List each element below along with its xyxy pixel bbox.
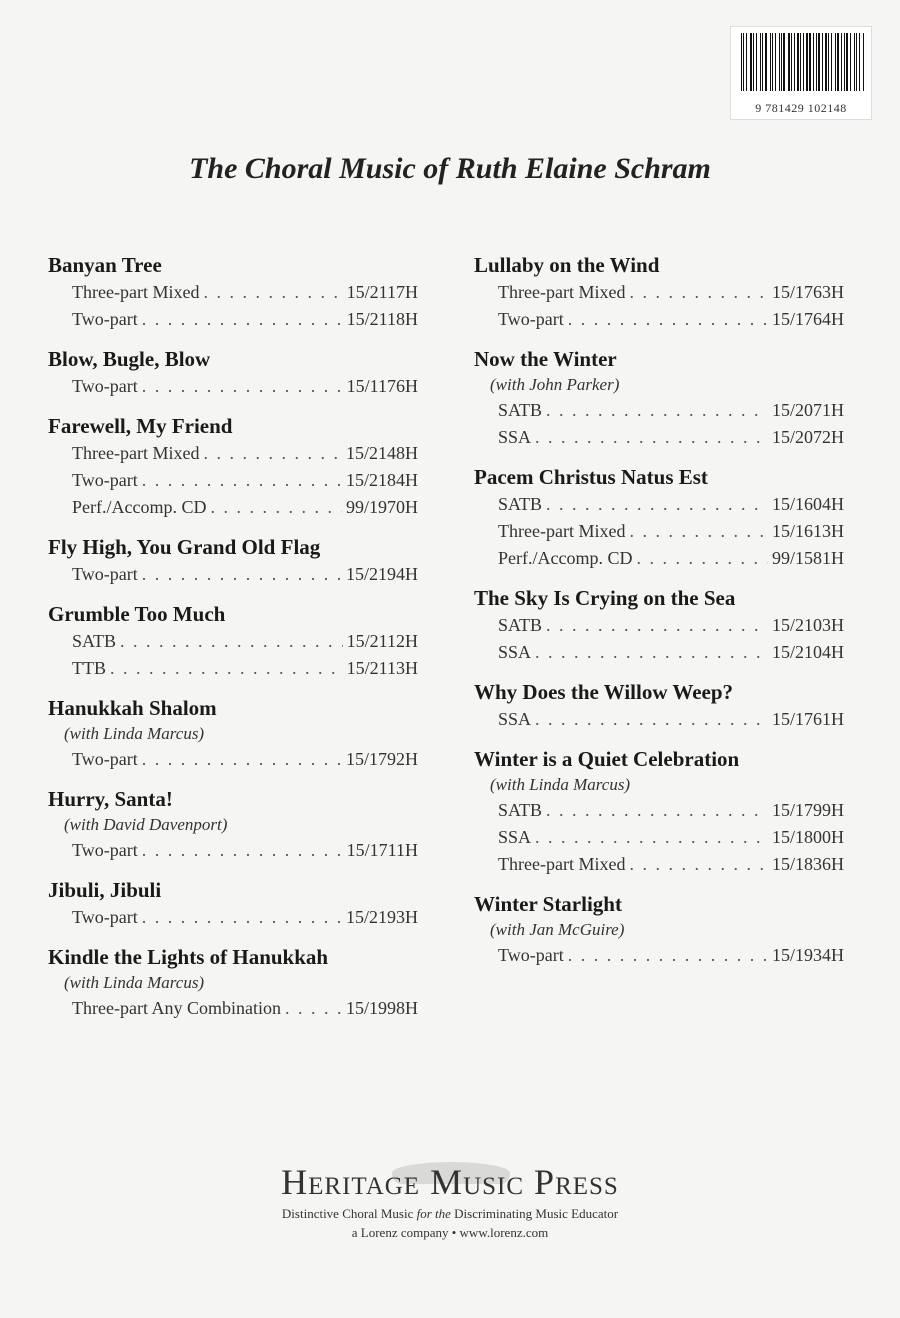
barcode-bar [743, 33, 744, 91]
dot-leader [203, 440, 342, 467]
barcode-bar [800, 33, 801, 91]
song-entry [474, 251, 844, 333]
edition-row [48, 655, 418, 682]
song-credit: (with John Parker) [490, 375, 620, 394]
barcode-bar [813, 33, 814, 91]
edition-voicing: SATB [498, 494, 543, 514]
edition-row [48, 467, 418, 494]
edition-row [48, 373, 418, 400]
song-title: Winter Starlight [474, 892, 622, 916]
barcode-digits: 9 781429 102148 [755, 101, 847, 115]
barcode-bar [806, 33, 808, 91]
edition-row [474, 706, 844, 733]
barcode-bar [765, 33, 767, 91]
edition-code: 15/2103H [772, 615, 844, 635]
song-title: Fly High, You Grand Old Flag [48, 535, 321, 559]
edition-row [474, 279, 844, 306]
song-entry [474, 678, 844, 733]
edition-voicing: Three-part Mixed [72, 282, 200, 302]
edition-row [48, 746, 418, 773]
edition-code: 15/1613H [772, 521, 844, 541]
edition-row [474, 491, 844, 518]
barcode-bar [772, 33, 773, 91]
song-title: Jibuli, Jibuli [48, 878, 162, 902]
barcode-bar [770, 33, 771, 91]
barcode-bar [791, 33, 792, 91]
edition-row [474, 639, 844, 666]
barcode-bar [854, 33, 855, 91]
song-title: Farewell, My Friend [48, 414, 233, 438]
edition-voicing: Three-part Mixed [498, 282, 626, 302]
tagline-part: Discriminating Music Educator [450, 1206, 619, 1221]
edition-voicing: Perf./Accomp. CD [498, 548, 633, 568]
barcode-bar [803, 33, 804, 91]
publisher-tagline [0, 1206, 900, 1222]
edition-code: 15/1761H [772, 709, 844, 729]
song-title: Hurry, Santa! [48, 787, 173, 811]
dot-leader [142, 561, 342, 588]
song-entry [474, 890, 844, 969]
dot-leader [535, 824, 768, 851]
song-entry [474, 584, 844, 666]
edition-row [474, 612, 844, 639]
dot-leader [203, 279, 342, 306]
edition-code: 15/1604H [772, 494, 844, 514]
song-title: Banyan Tree [48, 253, 162, 277]
edition-row [48, 995, 418, 1022]
song-entry [48, 600, 418, 682]
edition-code: 15/1998H [346, 998, 418, 1018]
dot-leader [110, 655, 343, 682]
edition-voicing: Three-part Any Combination [72, 998, 281, 1018]
edition-row [474, 942, 844, 969]
barcode-bar [753, 33, 754, 91]
edition-voicing: SATB [498, 400, 543, 420]
edition-voicing: SSA [498, 427, 532, 447]
edition-code: 15/1934H [772, 945, 844, 965]
song-entry [48, 345, 418, 400]
edition-voicing: TTB [72, 658, 106, 678]
edition-voicing: Two-part [72, 376, 138, 396]
song-entry [48, 785, 418, 864]
edition-code: 15/2113H [346, 658, 418, 678]
publisher-block [0, 1160, 900, 1241]
edition-voicing: SATB [498, 800, 543, 820]
barcode-bar [844, 33, 845, 91]
song-entry [48, 876, 418, 931]
dot-leader [629, 851, 768, 878]
barcode-bar [822, 33, 823, 91]
edition-row [48, 904, 418, 931]
barcode-bar [828, 33, 829, 91]
left-column [48, 251, 418, 1034]
song-title: Now the Winter [474, 347, 617, 371]
barcode-bar [818, 33, 819, 91]
song-credit: (with Jan McGuire) [490, 920, 625, 939]
edition-voicing: Three-part Mixed [498, 854, 626, 874]
song-credit: (with David Davenport) [64, 815, 228, 834]
dot-leader [546, 612, 768, 639]
edition-code: 15/1763H [772, 282, 844, 302]
edition-voicing: SSA [498, 642, 532, 662]
dot-leader [568, 942, 768, 969]
song-entry [474, 345, 844, 451]
edition-voicing: SSA [498, 827, 532, 847]
barcode-bar [781, 33, 782, 91]
barcode [730, 26, 872, 120]
dot-leader [535, 424, 768, 451]
edition-row [474, 306, 844, 333]
edition-code: 15/2072H [772, 427, 844, 447]
song-credit: (with Linda Marcus) [490, 775, 631, 794]
song-title: Blow, Bugle, Blow [48, 347, 211, 371]
edition-code: 15/1764H [772, 309, 844, 329]
right-column [474, 251, 844, 981]
dot-leader [142, 306, 343, 333]
barcode-bar [825, 33, 827, 91]
edition-row [474, 851, 844, 878]
song-title: The Sky Is Crying on the Sea [474, 586, 736, 610]
edition-code: 15/1799H [772, 800, 844, 820]
barcode-bar [797, 33, 798, 91]
edition-row [474, 518, 844, 545]
edition-code: 15/2184H [346, 470, 418, 490]
edition-row [48, 306, 418, 333]
dot-leader [142, 904, 342, 931]
edition-row [48, 561, 418, 588]
dot-leader [142, 467, 342, 494]
dot-leader [629, 279, 768, 306]
barcode-bar [762, 33, 763, 91]
dot-leader [629, 518, 768, 545]
barcode-bar [746, 33, 747, 91]
edition-row [474, 797, 844, 824]
edition-code: 15/2071H [772, 400, 844, 420]
song-title: Winter is a Quiet Celebration [474, 747, 740, 771]
dot-leader [142, 746, 342, 773]
dot-leader [535, 706, 768, 733]
song-title: Grumble Too Much [48, 602, 226, 626]
edition-row [48, 440, 418, 467]
song-entry [48, 694, 418, 773]
edition-voicing: Two-part [72, 907, 138, 927]
edition-code: 99/1581H [772, 548, 844, 568]
edition-row [48, 494, 418, 521]
edition-voicing: SATB [498, 615, 543, 635]
barcode-bar [760, 33, 761, 91]
barcode-bar [816, 33, 817, 91]
edition-code: 15/2194H [346, 564, 418, 584]
barcode-bar [846, 33, 848, 91]
dot-leader [546, 491, 768, 518]
barcode-bar [835, 33, 836, 91]
publisher-name: Heritage Music Press [281, 1162, 619, 1202]
edition-voicing: Two-part [498, 309, 564, 329]
barcode-bar [850, 33, 851, 91]
dot-leader [120, 628, 343, 655]
barcode-bar [775, 33, 776, 91]
edition-voicing: SSA [498, 709, 532, 729]
edition-code: 15/1792H [346, 749, 418, 769]
dot-leader [535, 639, 768, 666]
edition-row [474, 545, 844, 572]
song-entry [48, 943, 418, 1022]
song-credit: (with Linda Marcus) [64, 724, 205, 743]
edition-voicing: Perf./Accomp. CD [72, 497, 207, 517]
edition-voicing: Three-part Mixed [498, 521, 626, 541]
edition-voicing: Two-part [72, 564, 138, 584]
edition-voicing: SATB [72, 631, 117, 651]
edition-code: 15/2112H [346, 631, 418, 651]
edition-code: 15/1711H [346, 840, 418, 860]
barcode-bar [779, 33, 780, 91]
edition-code: 15/2104H [772, 642, 844, 662]
song-title: Kindle the Lights of Hanukkah [48, 945, 329, 969]
tagline-em: for the [416, 1206, 451, 1221]
barcode-bar [859, 33, 860, 91]
edition-voicing: Two-part [72, 470, 138, 490]
song-title: Hanukkah Shalom [48, 696, 217, 720]
edition-voicing: Two-part [498, 945, 564, 965]
edition-voicing: Two-part [72, 749, 138, 769]
barcode-bar [741, 33, 742, 91]
dot-leader [142, 373, 343, 400]
edition-code: 15/1836H [772, 854, 844, 874]
barcode-bar [794, 33, 795, 91]
barcode-bar [856, 33, 857, 91]
edition-row [48, 837, 418, 864]
publisher-website-line: a Lorenz company • www.lorenz.com [351, 1225, 549, 1240]
song-credit: (with Linda Marcus) [64, 973, 205, 992]
song-title: Why Does the Willow Weep? [474, 680, 734, 704]
edition-code: 15/2193H [346, 907, 418, 927]
song-entry [48, 251, 418, 333]
barcode-bar [809, 33, 810, 91]
barcode-bar [750, 33, 752, 91]
edition-code: 15/2117H [346, 282, 418, 302]
edition-voicing: Two-part [72, 840, 138, 860]
barcode-bar [837, 33, 838, 91]
edition-voicing: Three-part Mixed [72, 443, 200, 463]
song-entry [48, 412, 418, 521]
song-entry [48, 533, 418, 588]
barcode-bar [863, 33, 864, 91]
edition-code: 15/2118H [346, 309, 418, 329]
edition-code: 15/1176H [346, 376, 418, 396]
edition-code: 15/1800H [772, 827, 844, 847]
dot-leader [142, 837, 343, 864]
edition-row [48, 628, 418, 655]
dot-leader [210, 494, 342, 521]
edition-row [48, 279, 418, 306]
edition-row [474, 424, 844, 451]
barcode-bar [831, 33, 832, 91]
dot-leader [568, 306, 768, 333]
edition-code: 15/2148H [346, 443, 418, 463]
edition-row [474, 824, 844, 851]
barcode-bar [756, 33, 757, 91]
song-entry [474, 463, 844, 572]
song-title: Pacem Christus Natus Est [474, 465, 708, 489]
tagline-part: Distinctive Choral Music [281, 1206, 417, 1221]
barcode-icon [741, 33, 865, 91]
page-title: The Choral Music of Ruth Elaine Schram [189, 152, 711, 185]
dot-leader [546, 397, 768, 424]
barcode-bar [788, 33, 790, 91]
dot-leader [546, 797, 768, 824]
dot-leader [636, 545, 768, 572]
barcode-bar [841, 33, 842, 91]
edition-row [474, 397, 844, 424]
song-entry [474, 745, 844, 878]
dot-leader [285, 995, 342, 1022]
song-title: Lullaby on the Wind [474, 253, 660, 277]
edition-voicing: Two-part [72, 309, 138, 329]
barcode-bar [783, 33, 784, 91]
edition-code: 99/1970H [346, 497, 418, 517]
